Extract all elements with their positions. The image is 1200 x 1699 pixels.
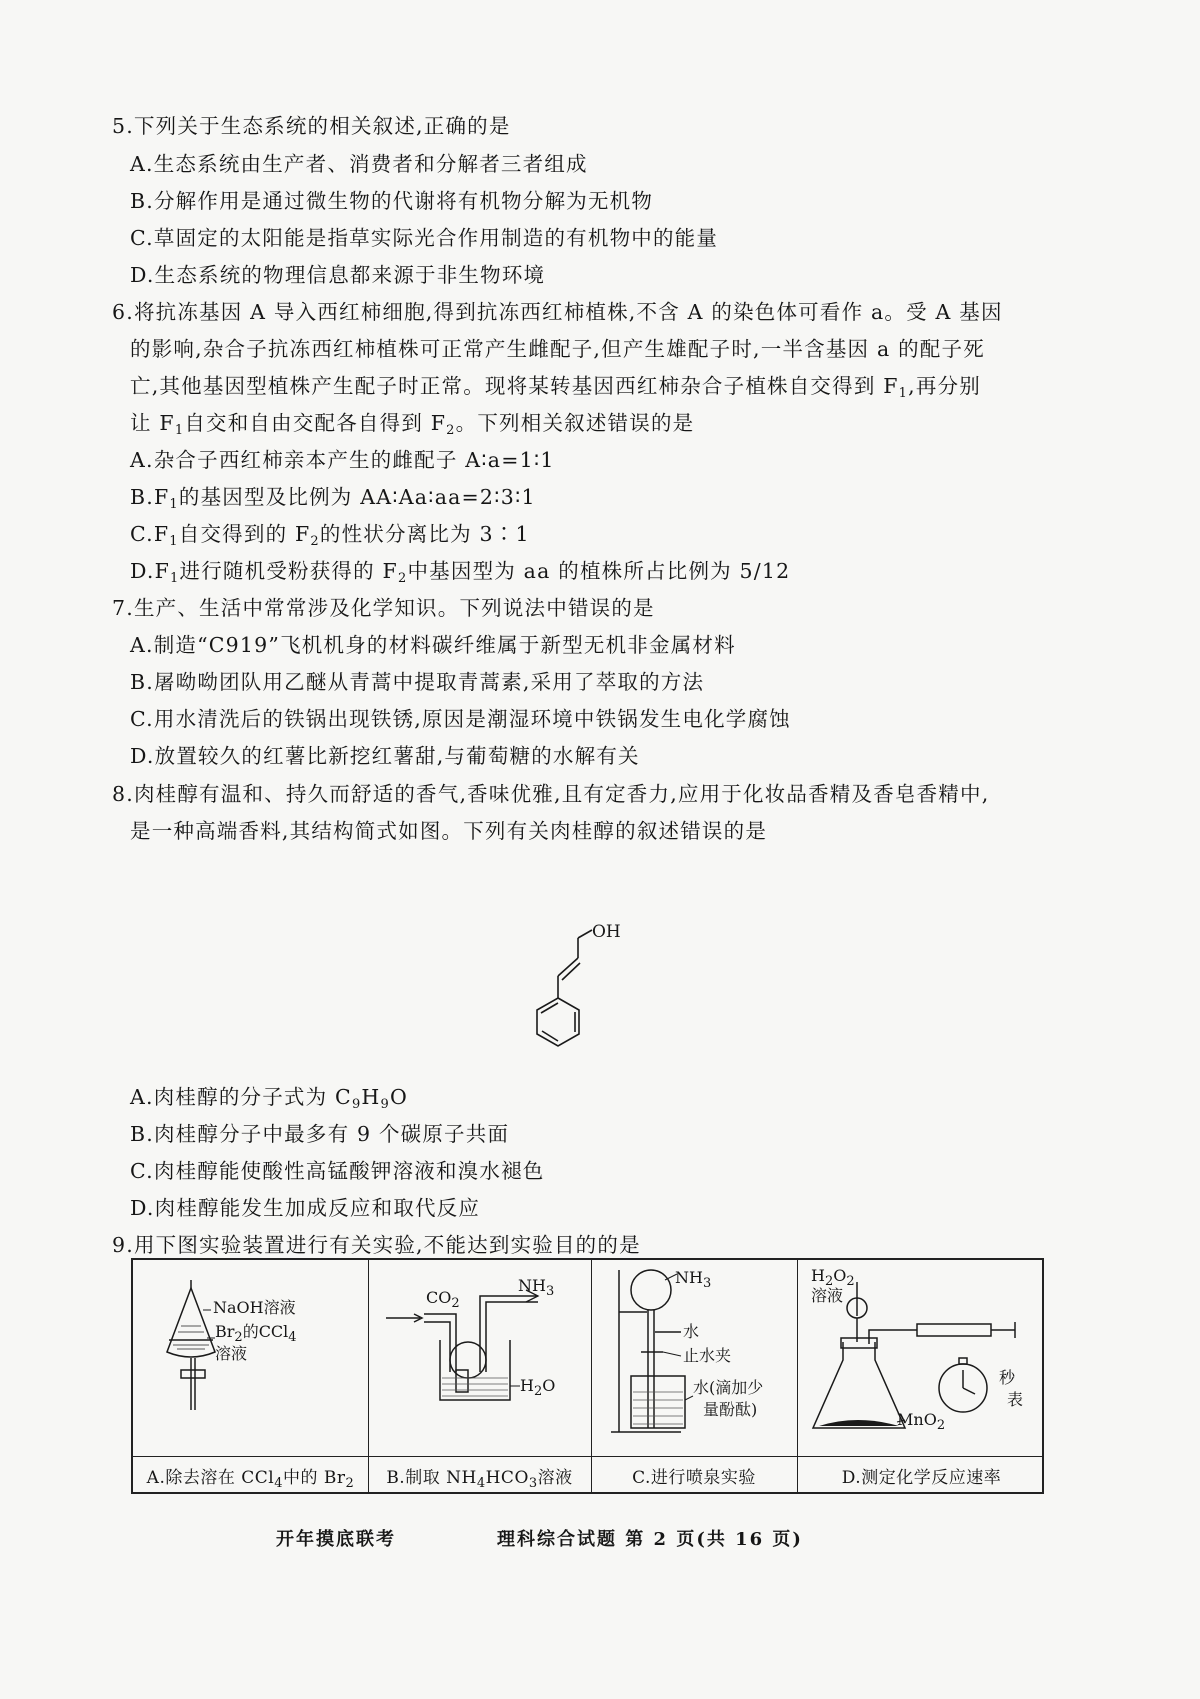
q6-option-d: $D.F_1$进行随机受粉获得的 $F_2$中基因型为 aa 的植株所占比例为 5/12 [130,559,791,586]
q9-stem: 9.用下图实验装置进行有关实验,不能达到实验目的的是 [112,1233,641,1257]
q7-stem: 7.生产、生活中常常涉及化学知识。下列说法中错误的是 [112,596,655,620]
apparatus-table [131,1258,1044,1494]
gas-absorption-drawing [368,1260,591,1456]
label-solution: 溶液 [215,1344,248,1363]
q7-option-b: B.屠呦呦团队用乙醚从青蒿中提取青蒿素,采用了萃取的方法 [130,670,705,694]
q5-option-c: C.草固定的太阳能是指草实际光合作用制造的有机物中的能量 [130,226,719,250]
cinnamyl-alcohol-structure [520,902,650,1052]
q7-option-a: A.制造“C919”飞机机身的材料碳纤维属于新型无机非金属材料 [130,633,736,657]
q5-option-b: B.分解作用是通过微生物的代谢将有机物分解为无机物 [130,189,654,213]
q8-option-c: C.肉桂醇能使酸性高锰酸钾溶液和溴水褪色 [130,1159,545,1183]
label-water: 水 [683,1322,700,1341]
label-nh3: $NH_3$ [518,1276,555,1299]
label-h2o2: $H_2O_2$ [811,1266,855,1289]
label-water-phenolphthalein: 水(滴加少 [693,1378,764,1397]
q8-option-b: B.肉桂醇分子中最多有 9 个碳原子共面 [130,1122,510,1146]
apparatus-c [591,1260,797,1492]
q7-option-d: D.放置较久的红薯比新挖红薯甜,与葡萄糖的水解有关 [130,744,640,768]
q6-stem-line4: 让 $F_1$自交和自由交配各自得到 $F_2$。下列相关叙述错误的是 [130,411,695,438]
q6-option-c: $C.F_1$自交得到的 $F_2$的性状分离比为 3∶1 [130,522,530,549]
label-nh3: $NH_3$ [675,1268,712,1291]
q8-option-d: D.肉桂醇能发生加成反应和取代反应 [130,1196,481,1220]
q8-stem-line2: 是一种高端香料,其结构简式如图。下列有关肉桂醇的叙述错误的是 [130,819,768,843]
oh-label: OH [592,922,621,942]
apparatus-d [797,1260,1046,1492]
caption-c: C.进行喷泉实验 [632,1468,756,1488]
apparatus-b [368,1260,591,1492]
q6-stem-line3: 亡,其他基因型植株产生配子时正常。现将某转基因西红柿杂合子植株自交得到 $F_1$,再分别 [130,374,981,401]
label-solution: 溶液 [811,1286,844,1305]
label-stopwatch-1: 秒 [999,1368,1016,1387]
caption-d: D.测定化学反应速率 [841,1468,1002,1488]
structure-diagram [520,902,650,1052]
q8-stem-line1: 8.肉桂醇有温和、持久而舒适的香气,香味优雅,且有定香力,应用于化妆品香精及香皂香精中, [112,782,990,806]
footer-right: 理科综合试题 第 2 页(共 16 页) [497,1529,803,1550]
q7-option-c: C.用水清洗后的铁锅出现铁锈,原因是潮湿环境中铁锅发生电化学腐蚀 [130,707,791,731]
q5-option-a: A.生态系统由生产者、消费者和分解者三者组成 [130,152,588,176]
q5-option-d: D.生态系统的物理信息都来源于非生物环境 [130,263,546,287]
label-br2-ccl4: $Br_2$的CCl$_4$ [215,1322,297,1345]
label-pinch-clamp: 止水夹 [683,1346,732,1365]
label-stopwatch-2: 表 [1007,1390,1024,1409]
label-h2o: $H_2O$ [520,1376,556,1399]
label-mno2: MnO$_2$ [897,1410,946,1433]
label-naoh-solution: NaOH溶液 [213,1298,296,1317]
q6-option-a: A.杂合子西红柿亲本产生的雌配子 A∶a=1∶1 [130,448,555,472]
caption-b: B.制取 $NH_4HCO_3$溶液 [386,1468,573,1491]
caption-a: A.除去溶在 CCl$_4$中的 $Br_2$ [146,1468,355,1491]
q6-stem-line2: 的影响,杂合子抗冻西红柿植株可正常产生雌配子,但产生雄配子时,一半含基因 a 的配子死 [130,337,985,361]
q6-option-b: $B.F_1$的基因型及比例为 AA∶Aa∶aa=2∶3∶1 [130,485,536,512]
footer-left: 开年摸底联考 [276,1529,396,1550]
q5-stem: 5.下列关于生态系统的相关叙述,正确的是 [112,114,511,138]
label-co2: $CO_2$ [426,1288,460,1311]
q6-stem-line1: 6.将抗冻基因 A 导入西红柿细胞,得到抗冻西红柿植株,不含 A 的染色体可看作 a。受 A 基因 [112,300,1003,324]
separatory-funnel-drawing [133,1260,368,1456]
apparatus-a [133,1260,368,1492]
q8-option-a: A.肉桂醇的分子式为 $C_9H_9O$ [130,1085,408,1112]
label-phenolphthalein: 量酚酞) [703,1400,758,1419]
